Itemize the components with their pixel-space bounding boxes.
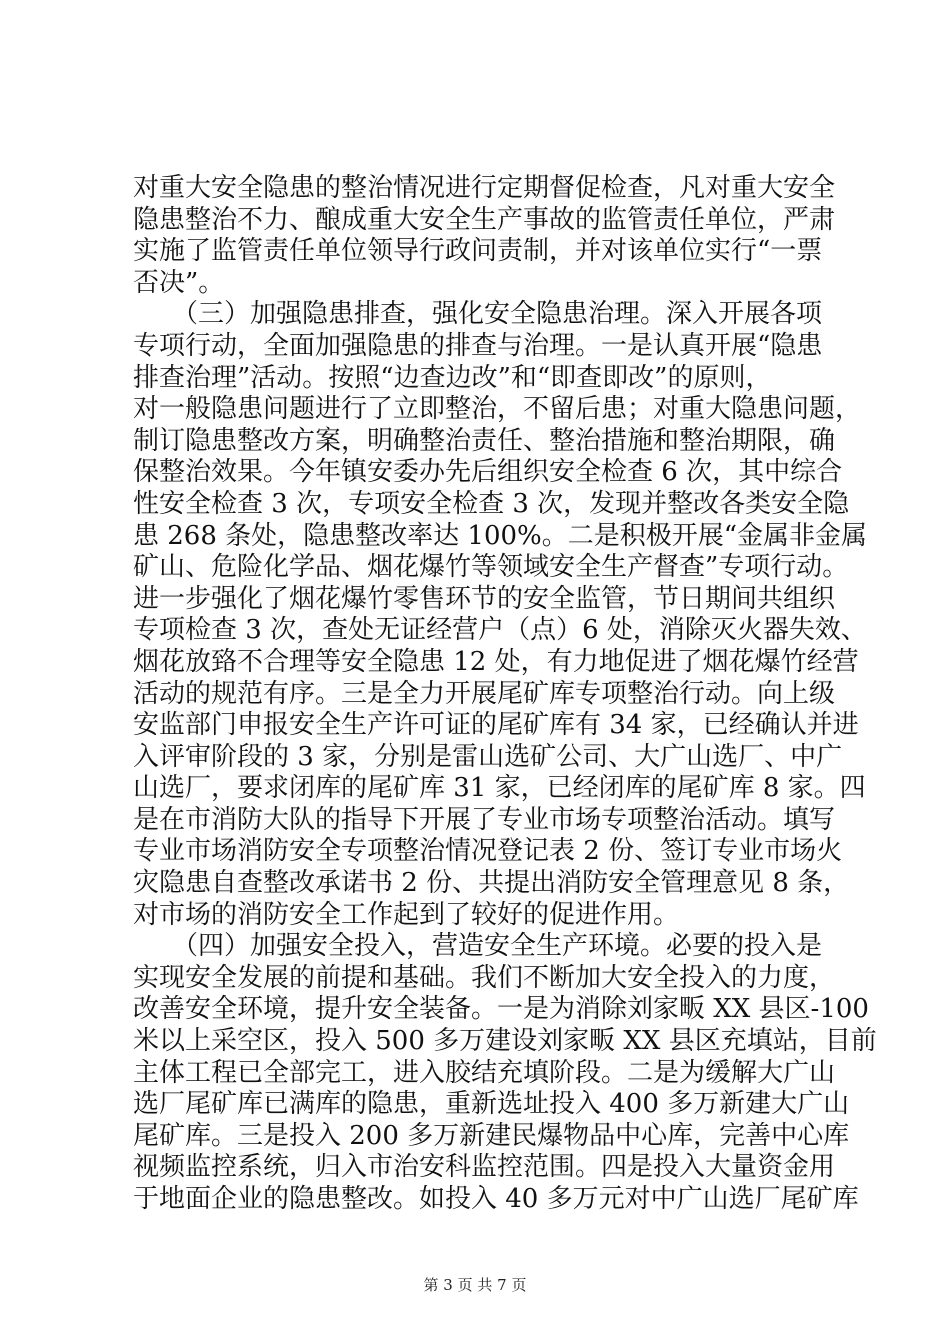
text-line: （四）加强安全投入，营造安全生产环境。必要的投入是	[133, 931, 823, 962]
body-text	[133, 173, 877, 1216]
text-line: 制订隐患整改方案，明确整治责任、整治措施和整治期限，确	[133, 425, 836, 456]
text-line: 改善安全环境，提升安全装备。一是为消除刘家畈 XX 县区-100	[133, 994, 869, 1025]
text-line: 是在市消防大队的指导下开展了专业市场专项整治活动。填写	[133, 804, 836, 835]
text-line: 活动的规范有序。三是全力开展尾矿库专项整治行动。向上级	[133, 678, 836, 709]
text-line: 进一步强化了烟花爆竹零售环节的安全监管，节日期间共组织	[133, 583, 836, 614]
text-line: 专项行动，全面加强隐患的排查与治理。一是认真开展“隐患	[133, 330, 823, 361]
text-line: 尾矿库。三是投入 200 多万新建民爆物品中心库，完善中心库	[133, 1120, 850, 1151]
text-line: 主体工程已全部完工，进入胶结充填阶段。二是为缓解大广山	[133, 1057, 836, 1088]
text-line: （三）加强隐患排查，强化安全隐患治理。深入开展各项	[133, 299, 823, 330]
text-line: 山选厂，要求闭库的尾矿库 31 家，已经闭库的尾矿库 8 家。四	[133, 773, 866, 804]
text-line: 性安全检查 3 次，专项安全检查 3 次，发现并整改各类安全隐	[133, 488, 850, 519]
text-line: 入评审阶段的 3 家，分别是雷山选矿公司、大广山选厂、中广	[133, 741, 843, 772]
text-line: 排查治理”活动。按照“边查边改”和“即查即改”的原则，	[133, 362, 772, 393]
text-line: 否决”。	[133, 267, 225, 298]
page-footer: 第 3 页 共 7 页	[423, 1276, 527, 1294]
text-line: 实现安全发展的前提和基础。我们不断加大安全投入的力度，	[133, 962, 836, 993]
text-line: 对重大安全隐患的整治情况进行定期督促检查，凡对重大安全	[133, 173, 836, 203]
text-line: 选厂尾矿库已满库的隐患，重新选址投入 400 多万新建大广山	[133, 1089, 850, 1120]
text-line: 米以上采空区，投入 500 多万建设刘家畈 XX 县区充填站，目前	[133, 1026, 877, 1057]
text-line: 患 268 条处，隐患整改率达 100%。二是积极开展“金属非金属	[133, 520, 868, 551]
text-line: 安监部门申报安全生产许可证的尾矿库有 34 家，已经确认并进	[133, 710, 859, 741]
text-line: 专业市场消防安全专项整治情况登记表 2 份、签订专业市场火	[133, 836, 843, 867]
text-line: 烟花放臵不合理等安全隐患 12 处，有力地促进了烟花爆竹经营	[133, 646, 859, 677]
text-line: 于地面企业的隐患整改。如投入 40 多万元对中广山选厂尾矿库	[133, 1184, 859, 1214]
text-line: 灾隐患自查整改承诺书 2 份、共提出消防安全管理意见 8 条，	[133, 868, 850, 899]
text-line: 对一般隐患问题进行了立即整治，不留后患；对重大隐患问题，	[133, 394, 862, 425]
text-line: 专项检查 3 次，查处无证经营户（点）6 处，消除灭火器失效、	[133, 615, 867, 646]
text-line: 矿山、危险化学品、烟花爆竹等领域安全生产督查”专项行动。	[133, 552, 849, 583]
text-line: 对市场的消防安全工作起到了较好的促进作用。	[133, 899, 680, 930]
text-line: 视频监控系统，归入市治安科监控范围。四是投入大量资金用	[133, 1152, 836, 1183]
text-line: 实施了监管责任单位领导行政问责制，并对该单位实行“一票	[133, 236, 823, 267]
text-line: 保整治效果。今年镇安委办先后组织安全检查 6 次，其中综合	[133, 457, 843, 488]
text-line: 隐患整治不力、酿成重大安全生产事故的监管责任单位，严肃	[133, 204, 836, 235]
